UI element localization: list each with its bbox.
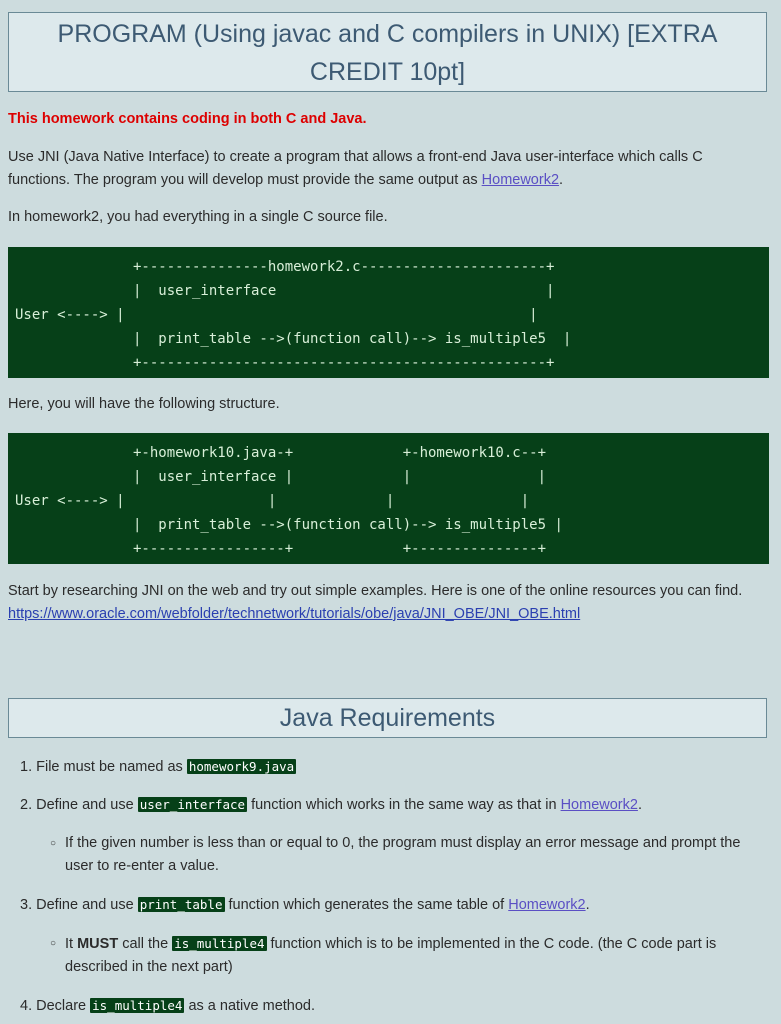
diagram1-line: | print_table -->(function call)--> is_multiple5 | xyxy=(15,331,572,347)
oracle-jni-link[interactable]: https://www.oracle.com/webfolder/technetwork/tutorials/obe/java/JNI_OBE/JNI_OBE.html xyxy=(8,606,581,622)
research-text: Start by researching JNI on the web and try out simple examples. Here is one of the online resources you can find. xyxy=(8,583,743,599)
requirement-text: File must be named as xyxy=(36,759,187,775)
diagram2-line: +-homework10.java-+ +-homework10.c--+ xyxy=(15,445,547,461)
diagram1-line: +------------------------------------------------+ xyxy=(15,355,555,371)
homework2-link[interactable]: Homework2 xyxy=(508,897,586,913)
diagram2-line: | user_interface | | | xyxy=(15,469,547,485)
bullet-icon: ○ xyxy=(50,938,57,949)
intro-end: . xyxy=(559,172,564,188)
requirement-text: function which generates the same table of xyxy=(224,897,509,913)
requirement-2-sub xyxy=(50,832,765,878)
list-number: 3. xyxy=(20,897,33,913)
requirement-subtext: It xyxy=(65,936,78,952)
java-requirements-banner xyxy=(8,698,767,738)
requirement-end: . xyxy=(637,797,642,813)
hw2-paragraph: In homework2, you had everything in a single C source file. xyxy=(8,209,388,225)
intro-paragraph xyxy=(8,146,768,192)
requirement-text: function which works in the same way as that in xyxy=(247,797,561,813)
homework2-link[interactable]: Homework2 xyxy=(560,797,638,813)
diagram1-line: | user_interface | xyxy=(15,283,555,299)
java-requirements-title: Java Requirements xyxy=(279,704,496,732)
requirement-text: Declare xyxy=(36,998,91,1014)
homework2-link[interactable]: Homework2 xyxy=(481,172,560,188)
research-paragraph xyxy=(8,580,768,626)
bullet-icon: ○ xyxy=(50,838,57,849)
inline-code: is_multiple4 xyxy=(92,998,183,1013)
requirement-4 xyxy=(20,994,765,1018)
intro-text: Use JNI (Java Native Interface) to create a program that allows a front-end Java user-interface which calls C functions. The program you will develop must provide the same output as xyxy=(8,149,703,188)
requirement-subtext: call the xyxy=(118,936,173,952)
requirement-text: Define and use xyxy=(36,797,138,813)
diagram-homework2 xyxy=(8,247,769,378)
inline-code: is_multiple4 xyxy=(174,936,265,951)
inline-code: print_table xyxy=(139,897,223,912)
requirement-2 xyxy=(20,793,765,817)
notice-text: This homework contains coding in both C and Java. xyxy=(8,111,367,127)
list-number: 1. xyxy=(20,759,33,775)
structure-paragraph: Here, you will have the following structure. xyxy=(8,396,280,412)
diagram2-line: | print_table -->(function call)--> is_multiple5 | xyxy=(15,517,563,533)
diagram1-line: +---------------homework2.c----------------------+ xyxy=(15,259,555,275)
requirement-text: as a native method. xyxy=(184,998,316,1014)
requirement-3-sub xyxy=(50,932,765,979)
inline-code: user_interface xyxy=(139,797,246,812)
notice-paragraph xyxy=(8,108,768,131)
requirement-1 xyxy=(20,755,765,779)
requirement-subtext: function which is to be implemented in the C code. (the C code part is described in the next part) xyxy=(65,936,717,975)
page-title-line1: PROGRAM (Using javac and C compilers in UNIX) [EXTRA xyxy=(57,20,718,48)
inline-code: homework9.java xyxy=(188,759,295,774)
requirement-end: . xyxy=(585,897,590,913)
list-number: 4. xyxy=(20,998,33,1014)
diagram2-line: User <----> | | | | xyxy=(15,493,530,509)
diagram2-line: +-----------------+ +---------------+ xyxy=(15,541,547,557)
page-title-line2: CREDIT 10pt] xyxy=(309,58,466,86)
emphasis-text: MUST xyxy=(77,936,119,952)
diagram-homework10 xyxy=(8,433,769,564)
page-title-banner xyxy=(8,12,767,92)
list-number: 2. xyxy=(20,797,33,813)
requirement-3 xyxy=(20,893,765,917)
diagram1-line: User <----> | | xyxy=(15,307,538,323)
requirement-subtext: If the given number is less than or equal to 0, the program must display an error message and prompt the user to re-enter a value. xyxy=(65,835,741,874)
requirement-text: Define and use xyxy=(36,897,138,913)
